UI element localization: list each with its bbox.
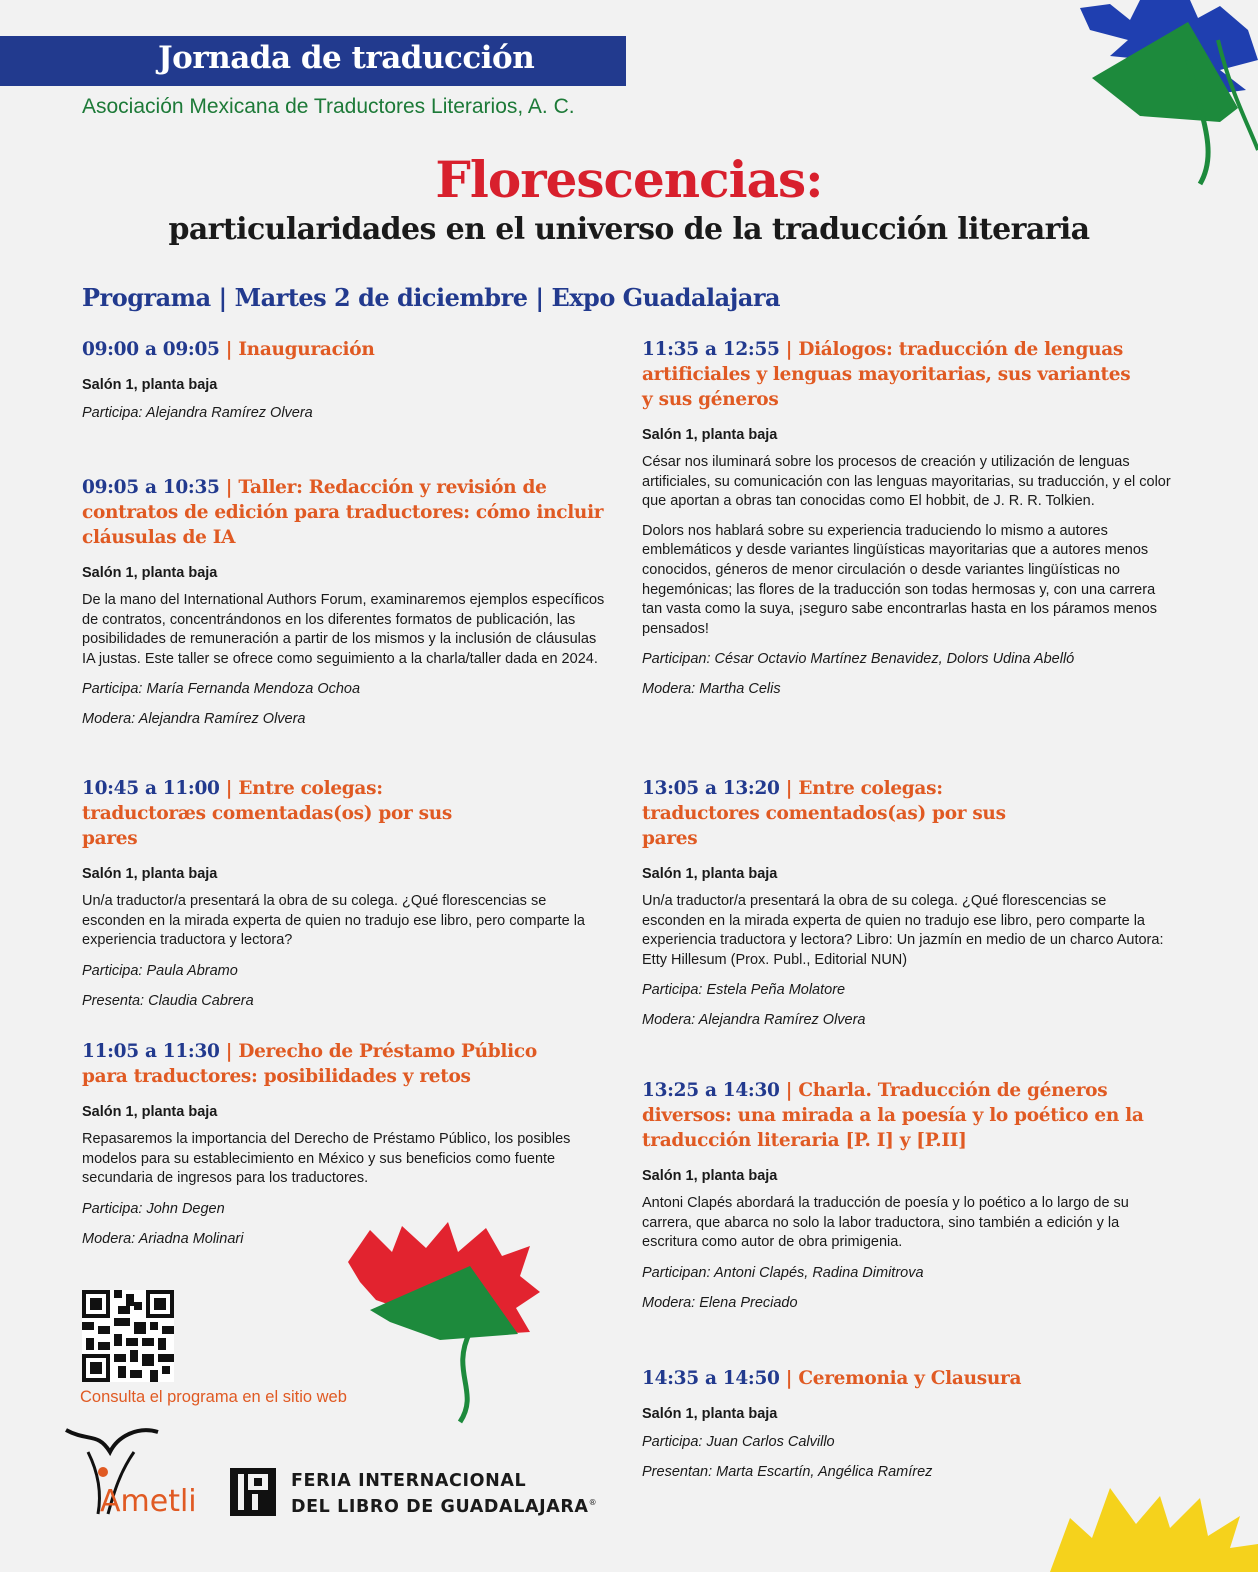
event-participant: Participa: Alejandra Ramírez Olvera: [82, 405, 313, 421]
fil-wordmark: FERIA INTERNACIONAL DEL LIBRO DE GUADALAJARA®: [291, 1471, 598, 1517]
event-participant: Participa: Estela Peña Molatore: [642, 982, 846, 999]
header-title: Jornada de traducción: [158, 40, 535, 76]
event-title: Entre colegas: traductores comentados(as) por sus pares: [642, 778, 1006, 849]
event-entre-colegas-2: [642, 776, 1172, 1030]
event-heading: 09:05 a 10:35 | Taller: Redacción y revisión de contratos de edición para traductores: cómo incluir cláusulas de IA: [82, 477, 604, 548]
event-heading: 10:45 a 11:00 | Entre colegas: traductoræs comentadas(os) por sus pares: [82, 778, 452, 849]
event-participant: Participan: Antoni Clapés, Radina Dimitrova: [642, 1264, 924, 1281]
event-description: César nos iluminará sobre los procesos de creación y utilización de lenguas artificiales, su comunicación con las lenguas mayoritarias, su traducción, y el color que aportan a obras tan conocidas como El hobbit, de J. R. R. Tolkien. Dolors nos hablará sobre su experiencia traduciendo lo mismo a autores emblemáticos y desde variantes lingüísticas mayoritarias que a autores menos conocidos, géneros de menor circulación o desde variantes lingüísticas no hegemónicas; las flores de la traducción son todas hermosas y, con una carrera tan vasta como la suya, ¡seguro sabe encontrarlas hasta en los páramos menos pensados!: [642, 454, 1171, 637]
event-clausura: [642, 1366, 1162, 1482]
event-title: Charla. Traducción de géneros diversos: una mirada a la poesía y lo poético en la traducción literaria [P. I] y [P.II]: [642, 1080, 1144, 1151]
event-time: 13:25 a 14:30: [642, 1080, 780, 1101]
event-title: Ceremonia y Clausura: [798, 1368, 1022, 1389]
event-heading: 09:00 a 09:05 | Inauguración: [82, 339, 375, 360]
event-heading: 13:05 a 13:20 | Entre colegas: traductores comentados(as) por sus pares: [642, 778, 1006, 849]
event-place: Salón 1, planta baja: [82, 866, 218, 882]
event-title: Diálogos: traducción de lenguas artificiales y lenguas mayoritarias, sus variantes y sus géneros: [642, 339, 1131, 410]
event-inauguracion: [82, 337, 622, 423]
event-title: Inauguración: [238, 339, 375, 360]
event-time: 09:05 a 10:35: [82, 477, 220, 498]
event-place: Salón 1, planta baja: [82, 377, 218, 393]
event-time: 09:00 a 09:05: [82, 339, 220, 360]
event-participant: Participa: María Fernanda Mendoza Ochoa: [82, 681, 361, 698]
event-place: Salón 1, planta baja: [642, 1168, 778, 1184]
event-prestamo-publico: [82, 1039, 602, 1249]
event-heading: 14:35 a 14:50 | Ceremonia y Clausura: [642, 1368, 1022, 1389]
ametli-wordmark: Ametli: [100, 1484, 197, 1519]
event-moderator: Modera: Ariadna Molinari: [82, 1230, 244, 1247]
yellow-flower-decoration: [1040, 1478, 1258, 1572]
event-title: Entre colegas: traductoræs comentadas(os) por sus pares: [82, 778, 452, 849]
event-title: Derecho de Préstamo Público para traductores: posibilidades y retos: [82, 1041, 537, 1087]
event-participant: Participa: Juan Carlos Calvillo: [642, 1434, 835, 1450]
red-flower-illustration: [330, 1222, 542, 1428]
event-place: Salón 1, planta baja: [642, 1406, 778, 1422]
event-moderator: Modera: Martha Celis: [642, 681, 781, 698]
event-description: Antoni Clapés abordará la traducción de poesía y lo poético a lo largo de su carrera, que abarca no solo la labor traductora, sino también a edición y la escritura como autor de obra primigenia.: [642, 1195, 1129, 1251]
event-taller-contratos: [82, 475, 610, 729]
event-charla-generos: [642, 1078, 1162, 1313]
event-heading: 11:35 a 12:55 | Diálogos: traducción de lenguas artificiales y lenguas mayoritarias, sus variantes y sus géneros: [642, 339, 1131, 410]
fil-logo-icon: [230, 1468, 276, 1516]
event-time: 11:35 a 12:55: [642, 339, 780, 360]
event-description: Repasaremos la importancia del Derecho de Préstamo Público, los posibles modelos para su establecimiento en México y sus beneficios como fuente secundaria de ingresos para los traductores.: [82, 1131, 571, 1187]
event-entre-colegas-1: [82, 776, 610, 1011]
event-moderator: Modera: Alejandra Ramírez Olvera: [642, 1012, 866, 1029]
event-presenter: Presentan: Marta Escartín, Angélica Ramírez: [642, 1464, 933, 1480]
event-moderator: Modera: Alejandra Ramírez Olvera: [82, 711, 306, 728]
event-participant: Participa: John Degen: [82, 1200, 225, 1217]
event-place: Salón 1, planta baja: [82, 565, 218, 581]
event-description: Un/a traductor/a presentará la obra de su colega. ¿Qué florescencias se esconden en la mirada experta de quien no tradujo ese libro, pero comparte la experiencia traductora y lectora? Libro: Un jazmín en medio de un charco Autora: Etty Hillesum (Prox. Publ., Editorial NUN): [642, 893, 1164, 968]
event-description: Un/a traductor/a presentará la obra de su colega. ¿Qué florescencias se esconden en la mirada experta de quien no tradujo ese libro, pero comparte la experiencia traductora y lectora?: [82, 893, 585, 949]
event-place: Salón 1, planta baja: [642, 866, 778, 882]
page-subtitle: particularidades en el universo de la traducción literaria: [168, 212, 1090, 247]
event-time: 10:45 a 11:00: [82, 778, 220, 799]
page-title: Florescencias:: [435, 150, 823, 209]
event-place: Salón 1, planta baja: [642, 427, 778, 443]
event-place: Salón 1, planta baja: [82, 1104, 218, 1120]
event-moderator: Modera: Elena Preciado: [642, 1294, 798, 1311]
event-dialogos: [642, 337, 1172, 699]
program-heading: Programa | Martes 2 de diciembre | Expo Guadalajara: [82, 283, 781, 312]
event-time: 11:05 a 11:30: [82, 1041, 220, 1062]
event-time: 14:35 a 14:50: [642, 1368, 780, 1389]
event-presenter: Presenta: Claudia Cabrera: [82, 992, 254, 1009]
event-description: De la mano del International Authors Forum, examinaremos ejemplos específicos de contratos, concentrándonos en los diferentes formatos de publicación, las posibilidades de remuneración a partir de los mismos y la inclusión de cláusulas IA justas. Este taller se ofrece como seguimiento a la charla/taller dada en 2024.: [82, 592, 605, 667]
web-caption: Consulta el programa en el sitio web: [80, 1388, 347, 1406]
event-heading: 13:25 a 14:30 | Charla. Traducción de géneros diversos: una mirada a la poesía y lo poético en la traducción literaria [P. I] y [P.II]: [642, 1080, 1144, 1151]
organization-name: Asociación Mexicana de Traductores Literarios, A. C.: [82, 95, 575, 118]
qr-code[interactable]: [82, 1290, 174, 1382]
event-participant: Participa: Paula Abramo: [82, 962, 238, 979]
event-participant: Participan: César Octavio Martínez Benavidez, Dolors Udina Abelló: [642, 651, 1075, 668]
event-title: Taller: Redacción y revisión de contratos de edición para traductores: cómo incluir cláusulas de IA: [82, 477, 604, 548]
event-heading: 11:05 a 11:30 | Derecho de Préstamo Público para traductores: posibilidades y retos: [82, 1041, 537, 1087]
event-time: 13:05 a 13:20: [642, 778, 780, 799]
